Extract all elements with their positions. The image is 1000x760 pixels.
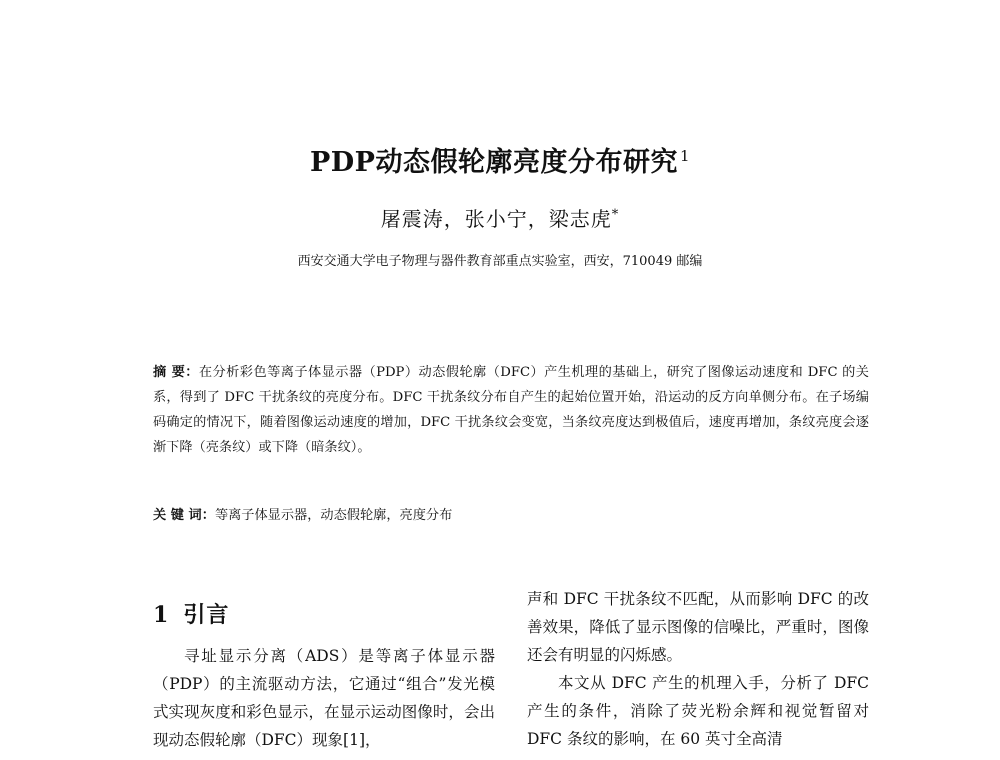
affiliation: 西安交通大学电子物理与器件教育部重点实验室，西安，710049 邮编 [297,254,703,269]
abstract-block [153,360,869,460]
intro-paragraph-1: 寻址显示分离（ADS）是等离子体显示器（PDP）的主流驱动方法，它通过“组合”发光模式实现灰度和彩色显示，在显示运动图像时，会出现动态假轮廓（DFC）现象[1]， [153,647,495,749]
keywords-text: 等离子体显示器，动态假轮廓，亮度分布 [214,508,453,523]
abstract-text: 在分析彩色等离子体显示器（PDP）动态假轮廓（DFC）产生机理的基础上，研究了图像运动速度和 DFC 的关系，得到了 DFC 干扰条纹的亮度分布。DFC 干扰条纹分布自产生的起始位置开始，沿运动的反方向单侧分布。在子场编码确定的情况下，随着图像运动速度的增加，DFC 干扰条纹会变宽，当条纹亮度达到极值后，速度再增加，条纹亮度会逐渐下降（亮条纹）或下降（暗条纹）。 [153,365,869,455]
title-footnote-mark: 1 [679,147,691,165]
intro-paragraph-2: 本文从 DFC 产生的机理入手，分析了 DFC 产生的条件，消除了荧光粉余辉和视觉暂留对 DFC 条纹的影响，在 60 英寸全高清 [527,674,869,748]
keywords-block [153,503,869,528]
author-names: 屠震涛，张小宁，梁志虎 [380,207,612,231]
body-column-right [527,585,869,753]
paper-title [0,140,1000,179]
corresponding-author-mark: * [611,207,620,223]
keywords-label: 关 键 词： [153,508,215,523]
abstract-label: 摘 要： [153,365,199,380]
body-column-left [153,642,495,754]
paper-title-text: PDP动态假轮廓亮度分布研究 [309,147,678,178]
section-number: 1 [153,602,170,628]
section-title-text: 引言 [183,602,230,628]
intro-paragraph-continued: 声和 DFC 干扰条纹不匹配，从而影响 DFC 的改善效果，降低了显示图像的信噪比，严重时，图像还会有明显的闪烁感。 [527,590,869,664]
author-list [0,203,1000,232]
section-heading-introduction [153,598,229,629]
